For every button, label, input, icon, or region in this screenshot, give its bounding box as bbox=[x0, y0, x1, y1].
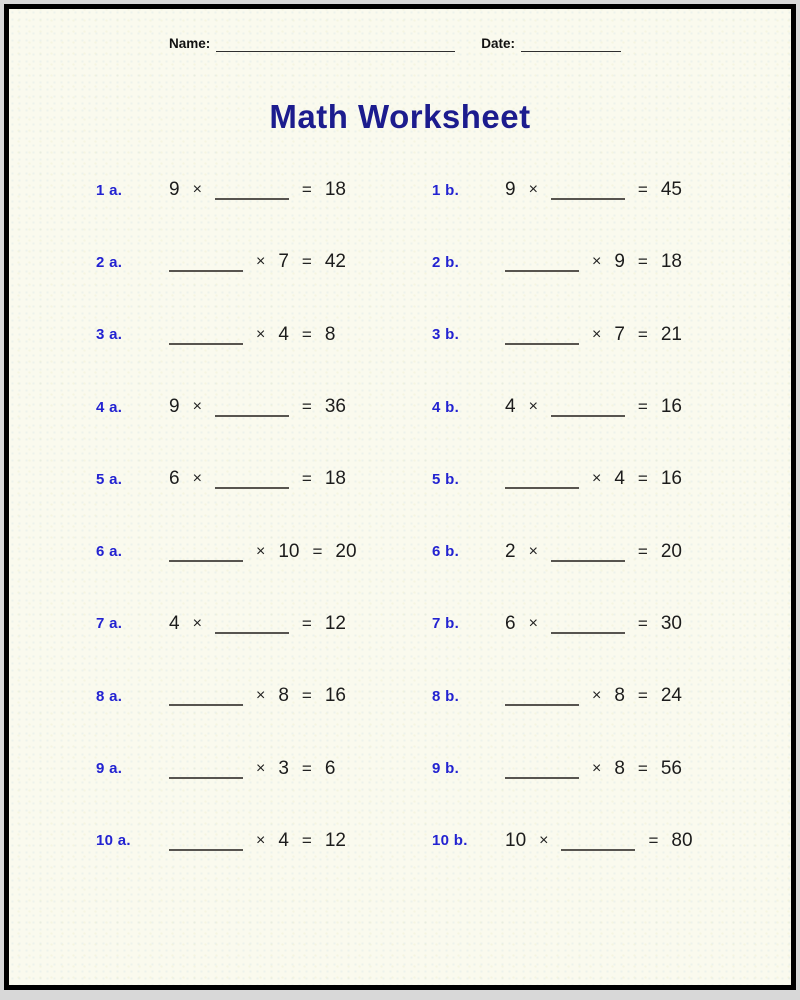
multiply-sign: × bbox=[592, 759, 602, 777]
date-label: Date: bbox=[481, 36, 515, 51]
multiply-sign: × bbox=[256, 542, 266, 560]
problem-label: 8 b. bbox=[432, 687, 460, 705]
product-value: 56 bbox=[660, 757, 682, 779]
equals-sign: = bbox=[637, 469, 648, 489]
problem-row bbox=[9, 660, 791, 732]
equals-sign: = bbox=[301, 758, 312, 778]
equals-sign: = bbox=[301, 397, 312, 417]
factor-value: 8 bbox=[614, 685, 625, 707]
factor-value: 10 bbox=[505, 829, 527, 851]
problem-label: 4 b. bbox=[432, 398, 460, 416]
product-value: 16 bbox=[660, 396, 682, 418]
product-value: 45 bbox=[660, 179, 682, 201]
product-value: 18 bbox=[660, 251, 682, 273]
problem-expression bbox=[169, 251, 359, 273]
product-value: 42 bbox=[324, 251, 346, 273]
problem-item bbox=[432, 324, 768, 346]
problem-label: 10 a. bbox=[96, 832, 131, 850]
problem-expression bbox=[169, 685, 359, 707]
problem-label: 5 a. bbox=[96, 470, 123, 488]
problem-item bbox=[96, 685, 432, 707]
equals-sign: = bbox=[301, 469, 312, 489]
multiply-sign: × bbox=[592, 470, 602, 488]
problem-item bbox=[96, 613, 432, 635]
problem-label: 2 a. bbox=[96, 253, 123, 271]
answer-blank[interactable] bbox=[551, 614, 625, 634]
factor-value: 4 bbox=[169, 612, 180, 634]
problem-label: 6 b. bbox=[432, 543, 460, 561]
problem-item bbox=[432, 541, 768, 563]
product-value: 12 bbox=[324, 612, 346, 634]
answer-blank[interactable] bbox=[215, 614, 289, 634]
product-value: 6 bbox=[324, 757, 336, 779]
equals-sign: = bbox=[312, 541, 323, 561]
problem-row bbox=[9, 154, 791, 226]
problem-expression bbox=[169, 830, 359, 852]
problem-item bbox=[96, 396, 432, 418]
factor-value: 9 bbox=[169, 396, 180, 418]
multiply-sign: × bbox=[592, 325, 602, 343]
name-blank-line[interactable] bbox=[216, 39, 455, 52]
problem-label: 2 b. bbox=[432, 253, 460, 271]
multiply-sign: × bbox=[528, 181, 538, 199]
problem-row bbox=[9, 732, 791, 804]
page-title: Math Worksheet bbox=[269, 98, 531, 135]
problem-expression bbox=[169, 468, 359, 490]
multiply-sign: × bbox=[256, 759, 266, 777]
problem-expression bbox=[505, 685, 695, 707]
answer-blank[interactable] bbox=[169, 759, 243, 779]
problem-item bbox=[432, 613, 768, 635]
problem-expression bbox=[505, 613, 695, 635]
factor-value: 7 bbox=[614, 323, 625, 345]
answer-blank[interactable] bbox=[561, 831, 635, 851]
multiply-sign: × bbox=[256, 831, 266, 849]
problem-item bbox=[432, 179, 768, 201]
problem-item bbox=[432, 685, 768, 707]
equals-sign: = bbox=[648, 830, 659, 850]
factor-value: 4 bbox=[505, 396, 516, 418]
equals-sign: = bbox=[301, 324, 312, 344]
problem-label: 8 a. bbox=[96, 687, 123, 705]
answer-blank[interactable] bbox=[215, 469, 289, 489]
multiply-sign: × bbox=[539, 831, 549, 849]
problem-expression bbox=[505, 396, 695, 418]
problem-item bbox=[96, 251, 432, 273]
answer-blank[interactable] bbox=[215, 180, 289, 200]
product-value: 16 bbox=[660, 468, 682, 490]
worksheet-page bbox=[4, 4, 796, 990]
multiply-sign: × bbox=[192, 181, 202, 199]
answer-blank[interactable] bbox=[505, 252, 579, 272]
product-value: 24 bbox=[660, 685, 682, 707]
factor-value: 2 bbox=[505, 540, 516, 562]
problem-expression bbox=[169, 396, 359, 418]
problem-expression bbox=[505, 468, 695, 490]
worksheet-header bbox=[169, 36, 621, 52]
factor-value: 6 bbox=[169, 468, 180, 490]
factor-value: 8 bbox=[278, 685, 289, 707]
factor-value: 6 bbox=[505, 612, 516, 634]
product-value: 20 bbox=[335, 540, 357, 562]
factor-value: 9 bbox=[505, 179, 516, 201]
problem-item bbox=[432, 396, 768, 418]
answer-blank[interactable] bbox=[169, 252, 243, 272]
multiply-sign: × bbox=[528, 398, 538, 416]
answer-blank[interactable] bbox=[551, 180, 625, 200]
problem-row bbox=[9, 443, 791, 515]
problem-row bbox=[9, 299, 791, 371]
problem-row bbox=[9, 805, 791, 877]
answer-blank[interactable] bbox=[169, 325, 243, 345]
product-value: 18 bbox=[324, 468, 346, 490]
problem-expression bbox=[505, 251, 695, 273]
problem-label: 3 a. bbox=[96, 326, 123, 344]
equals-sign: = bbox=[637, 252, 648, 272]
product-value: 12 bbox=[324, 829, 346, 851]
multiply-sign: × bbox=[256, 687, 266, 705]
factor-value: 10 bbox=[278, 540, 300, 562]
equals-sign: = bbox=[637, 541, 648, 561]
problem-item bbox=[96, 758, 432, 780]
problem-label: 4 a. bbox=[96, 398, 123, 416]
problem-expression bbox=[169, 758, 348, 780]
problem-expression bbox=[169, 324, 348, 346]
problem-label: 9 b. bbox=[432, 760, 460, 778]
product-value: 20 bbox=[660, 540, 682, 562]
problem-item bbox=[432, 251, 768, 273]
answer-blank[interactable] bbox=[505, 759, 579, 779]
problem-label: 7 b. bbox=[432, 615, 460, 633]
multiply-sign: × bbox=[528, 542, 538, 560]
problem-label: 9 a. bbox=[96, 760, 123, 778]
problem-expression bbox=[169, 179, 359, 201]
problem-item bbox=[96, 468, 432, 490]
problem-row bbox=[9, 226, 791, 298]
problem-item bbox=[432, 830, 768, 852]
equals-sign: = bbox=[637, 180, 648, 200]
problem-label: 7 a. bbox=[96, 615, 123, 633]
equals-sign: = bbox=[301, 613, 312, 633]
equals-sign: = bbox=[301, 252, 312, 272]
factor-value: 3 bbox=[278, 757, 289, 779]
problems-grid bbox=[9, 154, 791, 877]
product-value: 80 bbox=[671, 829, 693, 851]
equals-sign: = bbox=[637, 324, 648, 344]
equals-sign: = bbox=[301, 830, 312, 850]
answer-blank[interactable] bbox=[505, 469, 579, 489]
problem-item bbox=[96, 830, 432, 852]
factor-value: 4 bbox=[278, 323, 289, 345]
equals-sign: = bbox=[301, 180, 312, 200]
problem-label: 10 b. bbox=[432, 832, 468, 850]
product-value: 36 bbox=[324, 396, 346, 418]
product-value: 8 bbox=[324, 323, 336, 345]
problem-expression bbox=[169, 541, 370, 563]
answer-blank[interactable] bbox=[169, 686, 243, 706]
equals-sign: = bbox=[637, 686, 648, 706]
factor-value: 4 bbox=[278, 829, 289, 851]
problem-label: 1 a. bbox=[96, 181, 123, 199]
equals-sign: = bbox=[637, 758, 648, 778]
factor-value: 9 bbox=[614, 251, 625, 273]
answer-blank[interactable] bbox=[505, 686, 579, 706]
equals-sign: = bbox=[637, 397, 648, 417]
problem-expression bbox=[505, 324, 695, 346]
problem-item bbox=[432, 468, 768, 490]
product-value: 30 bbox=[660, 612, 682, 634]
multiply-sign: × bbox=[192, 398, 202, 416]
answer-blank[interactable] bbox=[551, 542, 625, 562]
factor-value: 7 bbox=[278, 251, 289, 273]
factor-value: 9 bbox=[169, 179, 180, 201]
answer-blank[interactable] bbox=[169, 542, 243, 562]
equals-sign: = bbox=[301, 686, 312, 706]
multiply-sign: × bbox=[528, 614, 538, 632]
factor-value: 8 bbox=[614, 757, 625, 779]
problem-item bbox=[96, 324, 432, 346]
problem-row bbox=[9, 515, 791, 587]
problem-label: 3 b. bbox=[432, 326, 460, 344]
problem-expression bbox=[169, 613, 359, 635]
multiply-sign: × bbox=[192, 470, 202, 488]
answer-blank[interactable] bbox=[215, 397, 289, 417]
answer-blank[interactable] bbox=[169, 831, 243, 851]
equals-sign: = bbox=[637, 613, 648, 633]
answer-blank[interactable] bbox=[551, 397, 625, 417]
product-value: 21 bbox=[660, 323, 682, 345]
multiply-sign: × bbox=[592, 253, 602, 271]
factor-value: 4 bbox=[614, 468, 625, 490]
problem-expression bbox=[505, 758, 695, 780]
date-blank-line[interactable] bbox=[521, 39, 621, 52]
answer-blank[interactable] bbox=[505, 325, 579, 345]
name-label: Name: bbox=[169, 36, 211, 51]
product-value: 16 bbox=[324, 685, 346, 707]
problem-label: 1 b. bbox=[432, 181, 460, 199]
problem-expression bbox=[505, 830, 706, 852]
problem-item bbox=[96, 541, 432, 563]
multiply-sign: × bbox=[256, 253, 266, 271]
problem-label: 6 a. bbox=[96, 543, 123, 561]
problem-expression bbox=[505, 179, 695, 201]
multiply-sign: × bbox=[192, 614, 202, 632]
problem-row bbox=[9, 371, 791, 443]
product-value: 18 bbox=[324, 179, 346, 201]
problem-item bbox=[96, 179, 432, 201]
problem-row bbox=[9, 588, 791, 660]
problem-item bbox=[432, 758, 768, 780]
multiply-sign: × bbox=[256, 325, 266, 343]
problem-expression bbox=[505, 541, 695, 563]
multiply-sign: × bbox=[592, 687, 602, 705]
problem-label: 5 b. bbox=[432, 470, 460, 488]
